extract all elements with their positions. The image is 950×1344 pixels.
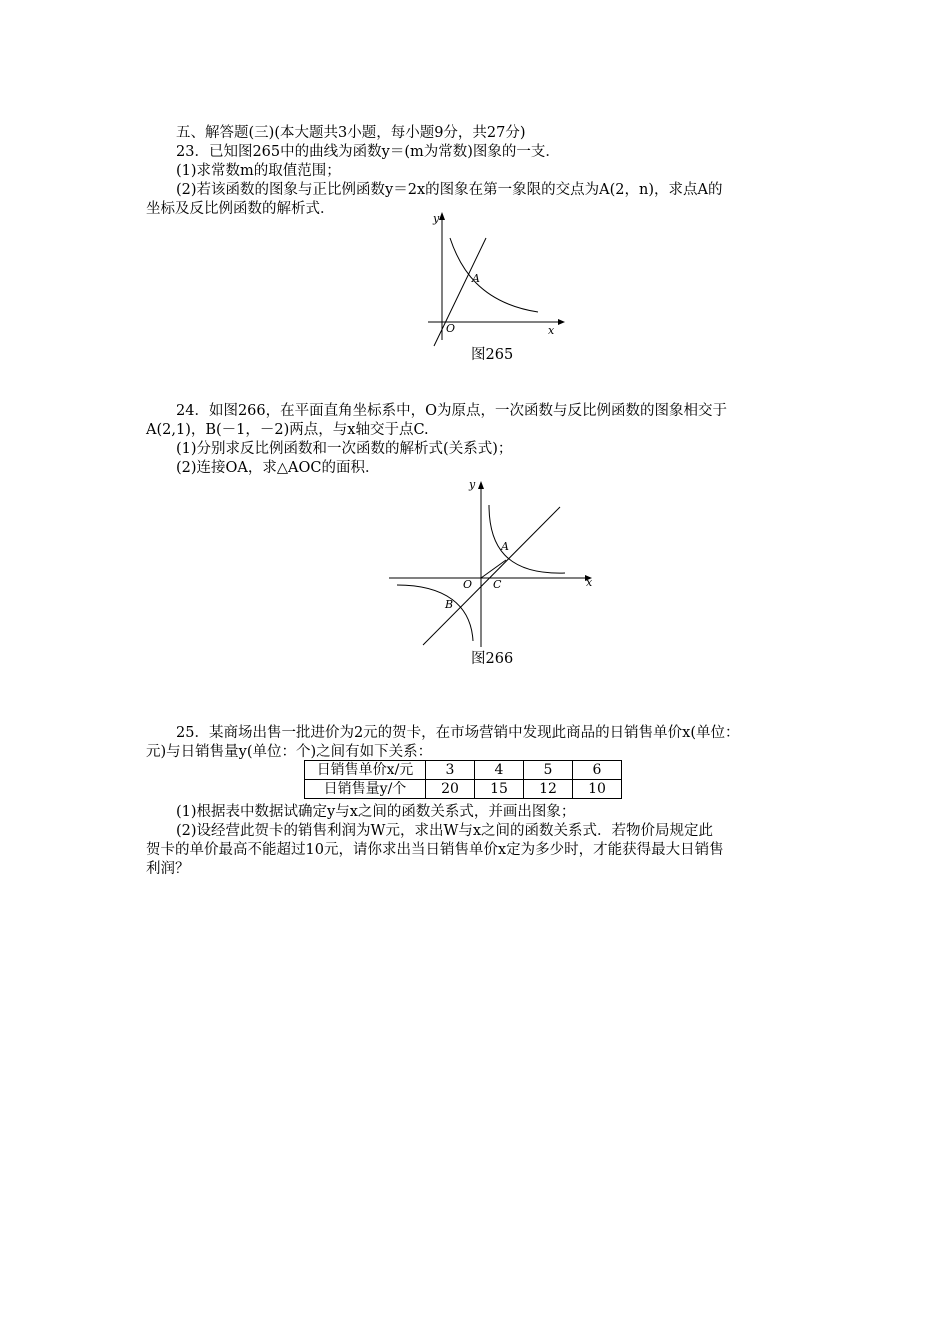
q24-part1: (1)分别求反比例函数和一次函数的解析式(关系式)；: [176, 441, 513, 457]
figure-265: [420, 208, 570, 348]
row-header-quantity: 日销售量y/个: [305, 780, 426, 799]
y-axis-arrow: [439, 212, 445, 220]
table-cell: 5: [524, 761, 573, 780]
table-cell: 20: [426, 780, 475, 799]
q24-stem-line1: 24．如图266，在平面直角坐标系中，O为原点，一次函数与反比例函数的图象相交于: [176, 403, 728, 419]
q25-part2-line3: 利润？: [146, 861, 190, 877]
table-cell: 12: [524, 780, 573, 799]
q25-stem-line1: 25．某商场出售一批进价为2元的贺卡，在市场营销中发现此商品的日销售单价x(单位：: [176, 725, 740, 741]
hyperbola-branch: [450, 238, 538, 312]
table-row: [305, 780, 622, 799]
point-b-label: B: [445, 598, 454, 611]
x-axis-label: x: [586, 576, 593, 589]
point-a-label: A: [501, 540, 509, 553]
q23-stem: 23．已知图265中的曲线为函数y＝(m为常数)图象的一支．: [176, 144, 560, 160]
table-cell: 10: [573, 780, 622, 799]
q24-part2: (2)连接OA，求△AOC的面积．: [176, 460, 380, 476]
q25-part2-line2: 贺卡的单价最高不能超过10元，请你求出当日销售单价x定为多少时，才能获得最大日销售: [146, 842, 724, 858]
caption-266: 图266: [471, 651, 514, 667]
origin-label: O: [463, 578, 473, 591]
point-a-label: A: [472, 272, 480, 285]
table-row: [305, 761, 622, 780]
q25-stem-line2: 元)与日销售量y(单位：个)之间有如下关系：: [146, 744, 433, 760]
segment-oa: [481, 560, 506, 578]
origin-label: O: [446, 322, 456, 335]
caption-265: 图265: [471, 347, 514, 363]
q23-part2-line2: 坐标及反比例函数的解析式．: [146, 201, 335, 217]
figure-266: [385, 475, 600, 655]
table-cell: 15: [475, 780, 524, 799]
y-axis-arrow: [478, 481, 484, 489]
q25-part1: (1)根据表中数据试确定y与x之间的函数关系式，并画出图象；: [176, 804, 576, 820]
table-cell: 3: [426, 761, 475, 780]
table-cell: 6: [573, 761, 622, 780]
point-c-label: C: [493, 578, 502, 591]
q24-stem-line2: A(2,1)，B(－1，－2)两点，与x轴交于点C.: [146, 422, 429, 438]
x-axis-arrow: [558, 319, 565, 325]
x-axis-label: x: [548, 324, 555, 337]
q23-part2-line1: (2)若该函数的图象与正比例函数y＝2x的图象在第一象限的交点为A(2，n)，求点A的: [176, 182, 723, 198]
section-title: 五、解答题(三)(本大题共3小题，每小题9分，共27分): [176, 125, 526, 141]
y-axis-label: y: [469, 478, 476, 491]
table-cell: 4: [475, 761, 524, 780]
row-header-price: 日销售单价x/元: [305, 761, 426, 780]
y-axis-label: y: [433, 212, 440, 225]
q23-part1: (1)求常数m的取值范围；: [176, 163, 341, 179]
q25-part2-line1: (2)设经营此贺卡的销售利润为W元，求出W与x之间的函数关系式．若物价局规定此: [176, 823, 714, 839]
price-sales-table: [304, 760, 622, 799]
